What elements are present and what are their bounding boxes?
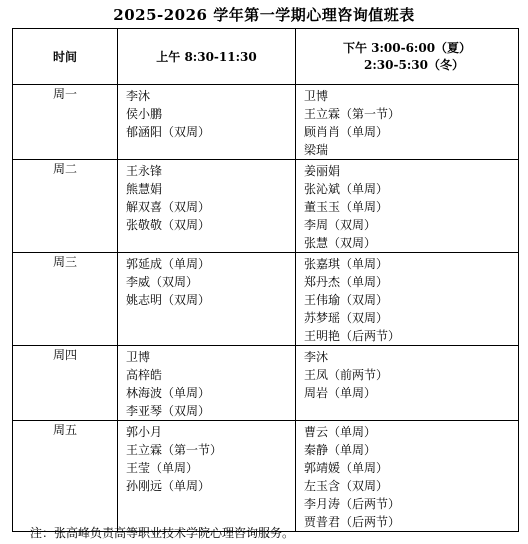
day-label: 周一: [13, 85, 118, 160]
afternoon-cell: [296, 421, 519, 532]
afternoon-cell: [296, 346, 519, 421]
staff-name: 梁瑞: [304, 143, 329, 157]
staff-name: 李威（双周）: [126, 275, 199, 289]
staff-name: 王莹（单周）: [126, 461, 199, 475]
staff-name: 秦静（单周）: [304, 443, 377, 457]
table-row: [13, 253, 519, 346]
staff-name: 张敬敬（双周）: [126, 218, 211, 232]
duty-schedule-table: [12, 28, 519, 532]
staff-name: 王明艳（后两节）: [304, 329, 401, 343]
staff-name: 姜丽娟: [304, 164, 341, 178]
page-title: 2025-2026 学年第一学期心理咨询值班表: [113, 6, 415, 24]
staff-name: 侯小鹏: [126, 107, 163, 121]
staff-name: 周岩（单周）: [304, 386, 377, 400]
table-header-row: [13, 29, 519, 85]
header-morning: 上午 8:30-11:30: [118, 29, 296, 85]
afternoon-cell: [296, 160, 519, 253]
staff-name: 李沐: [304, 350, 329, 364]
staff-name: 姚志明（双周）: [126, 293, 211, 307]
table-row: [13, 346, 519, 421]
staff-name: 王立霖（第一节）: [304, 107, 401, 121]
morning-cell: [118, 253, 296, 346]
staff-name: 李亚琴（双周）: [126, 404, 211, 418]
staff-name: 孙刚远（单周）: [126, 479, 211, 493]
header-afternoon: [296, 29, 519, 85]
staff-name: 卫博: [126, 350, 151, 364]
day-label: 周五: [13, 421, 118, 532]
staff-name: 王伟瑜（双周）: [304, 293, 389, 307]
staff-name: 李月涛（后两节）: [304, 497, 401, 511]
staff-name: 熊慧娟: [126, 182, 163, 196]
staff-name: 郑丹杰（单周）: [304, 275, 389, 289]
staff-name: 苏梦瑶（双周）: [304, 311, 389, 325]
staff-name: 高梓皓: [126, 368, 163, 382]
staff-name: 左玉含（双周）: [304, 479, 389, 493]
staff-name: 林海波（单周）: [126, 386, 211, 400]
staff-name: 解双喜（双周）: [126, 200, 211, 214]
staff-name: 董玉玉（单周）: [304, 200, 389, 214]
table-row: [13, 85, 519, 160]
table-row: [13, 160, 519, 253]
staff-name: 卫博: [304, 89, 329, 103]
staff-name: 郭延成（单周）: [126, 257, 211, 271]
day-label: 周四: [13, 346, 118, 421]
staff-name: 张沁斌（单周）: [304, 182, 389, 196]
header-time: 时间: [13, 29, 118, 85]
day-label: 周二: [13, 160, 118, 253]
day-label: 周三: [13, 253, 118, 346]
morning-cell: [118, 85, 296, 160]
morning-cell: [118, 421, 296, 532]
header-afternoon-summer: 下午 3:00-6:00（夏）: [342, 40, 472, 55]
afternoon-cell: [296, 85, 519, 160]
staff-name: 顾肖肖（单周）: [304, 125, 389, 139]
staff-name: 王立霖（第一节）: [126, 443, 223, 457]
staff-name: 郭小月: [126, 425, 163, 439]
staff-name: 张慧（双周）: [304, 236, 377, 250]
staff-name: 张嘉琪（单周）: [304, 257, 389, 271]
staff-name: 王凤（前两节）: [304, 368, 389, 382]
staff-name: 王永锋: [126, 164, 163, 178]
staff-name: 李周（双周）: [304, 218, 377, 232]
footnote: 注：张高峰负责高等职业技术学院心理咨询服务。: [30, 526, 295, 540]
afternoon-cell: [296, 253, 519, 346]
header-afternoon-winter: 2:30-5:30（冬）: [364, 57, 464, 72]
staff-name: 曹云（单周）: [304, 425, 377, 439]
staff-name: 郁涵阳（双周）: [126, 125, 211, 139]
morning-cell: [118, 160, 296, 253]
morning-cell: [118, 346, 296, 421]
staff-name: 贾普君（后两节）: [304, 515, 401, 529]
table-row: [13, 421, 519, 532]
staff-name: 郭靖媛（单周）: [304, 461, 389, 475]
staff-name: 李沐: [126, 89, 151, 103]
